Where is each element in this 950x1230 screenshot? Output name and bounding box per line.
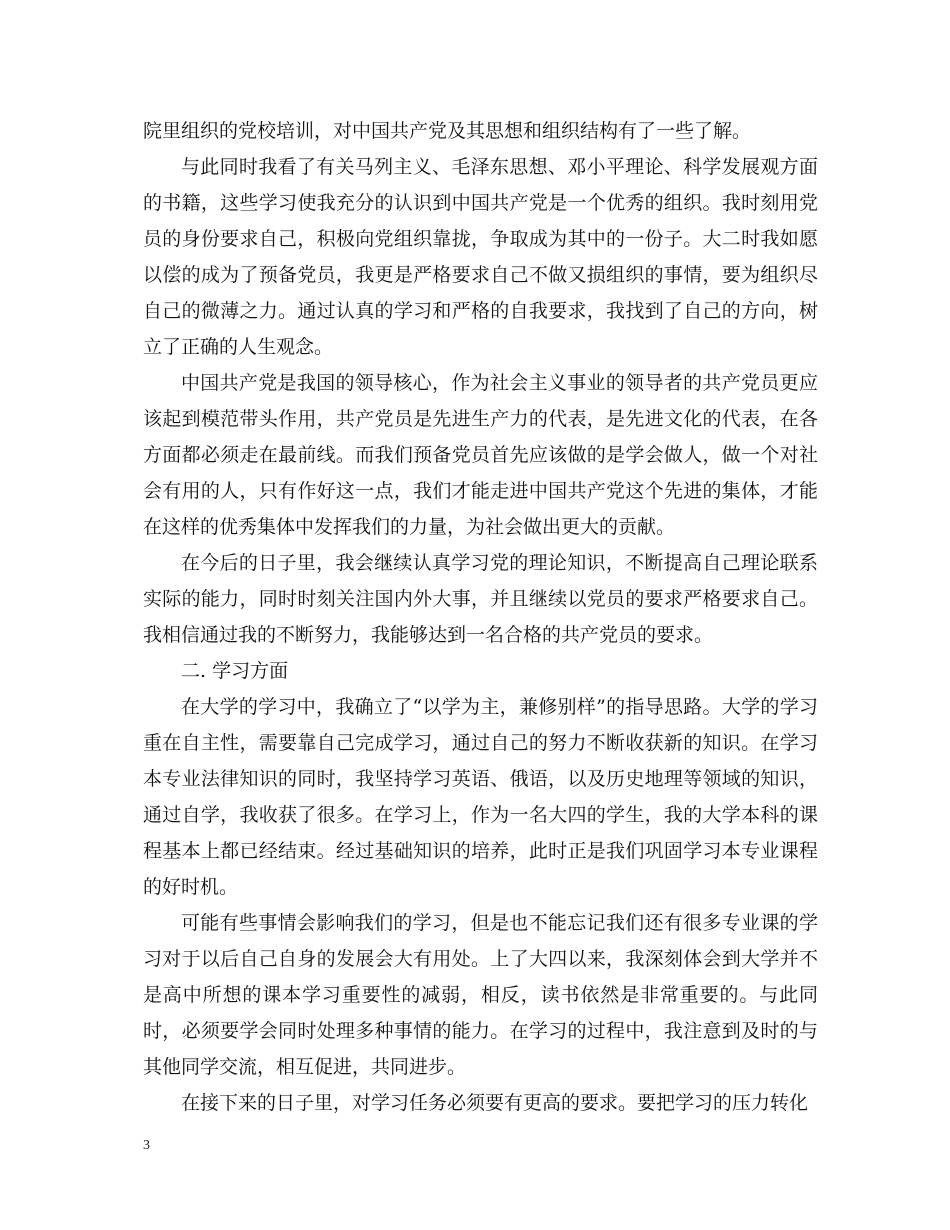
page-number: 3	[143, 1138, 150, 1153]
paragraph-6: 在大学的学习中，我确立了“以学为主，兼修别样”的指导思路。大学的学习重在自主性，需要靠自己完成学习，通过自己的努力不断收获新的知识。在学习本专业法律知识的同时，我坚持学习英语、俄语，以及历史地理等领域的知识，通过自学，我收获了很多。在学习上，作为一名大四的学生，我的大学本科的课程基本上都已经结束。经过基础知识的培养，此时正是我们巩固学习本专业课程的好时机。	[143, 696, 818, 898]
section-heading-study: 二. 学习方面	[181, 660, 289, 682]
paragraph-8: 在接下来的日子里，对学习任务必须要有更高的要求。要把学习的压力转化	[181, 1092, 809, 1114]
paragraph-3: 中国共产党是我国的领导核心，作为社会主义事业的领导者的共产党员更应该起到模范带头作用，共产党员是先进生产力的代表，是先进文化的代表，在各方面都必须走在最前线。而我们预备党员首先应该做的是学会做人，做一个对社会有用的人，只有作好这一点，我们才能走进中国共产党这个先进的集体，才能在这样的优秀集体中发挥我们的力量，为社会做出更大的贡献。	[143, 372, 818, 538]
paragraph-1: 院里组织的党校培训，对中国共产党及其思想和组织结构有了一些了解。	[143, 120, 752, 142]
paragraph-7: 可能有些事情会影响我们的学习，但是也不能忘记我们还有很多专业课的学习对于以后自己自身的发展会大有用处。上了大四以来，我深刻体会到大学并不是高中所想的课本学习重要性的减弱，相反，读书依然是非常重要的。与此同时，必须要学会同时处理多种事情的能力。在学习的过程中，我注意到及时的与其他同学交流，相互促进，共同进步。	[143, 912, 818, 1078]
document-body	[143, 113, 818, 1121]
paragraph-4: 在今后的日子里，我会继续认真学习党的理论知识，不断提高自己理论联系实际的能力，同时时刻关注国内外大事，并且继续以党员的要求严格要求自己。我相信通过我的不断努力，我能够达到一名合格的共产党员的要求。	[143, 552, 818, 646]
paragraph-2: 与此同时我看了有关马列主义、毛泽东思想、邓小平理论、科学发展观方面的书籍，这些学习使我充分的认识到中国共产党是一个优秀的组织。我时刻用党员的身份要求自己，积极向党组织靠拢，争取成为其中的一份子。大二时我如愿以偿的成为了预备党员，我更是严格要求自己不做又损组织的事情，要为组织尽自己的微薄之力。通过认真的学习和严格的自我要求，我找到了自己的方向，树立了正确的人生观念。	[143, 156, 818, 358]
